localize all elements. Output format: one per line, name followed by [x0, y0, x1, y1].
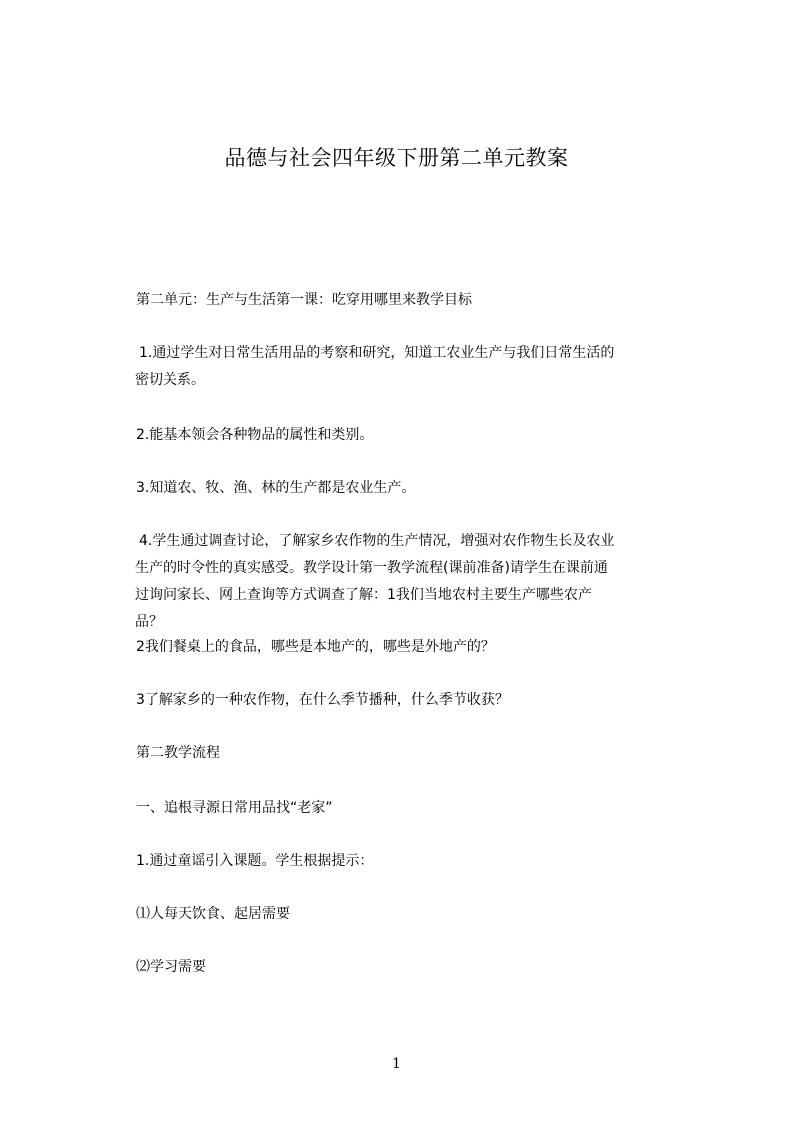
document-title: 品德与社会四年级下册第二单元教案 — [224, 146, 569, 170]
flow-heading: 第二教学流程 — [136, 745, 220, 761]
list-item: ⑴人每天饮食、起居需要 — [136, 906, 290, 922]
goal-paragraph-4: 4.学生通过调查讨论，了解家乡农作物的生产情况，增强对农作物生长及农业生产的时令性的真实感受。教学设计第一教学流程(课前准备)请学生在课前通过询问家长、网上查询等方式调查了解：1我们当地农村主要生产哪些农产品？ — [135, 533, 615, 630]
question-3: 3了解家乡的一种农作物，在什么季节播种，什么季节收获？ — [136, 692, 509, 708]
goal-paragraph-3: 3.知道农、牧、渔、林的生产都是农业生产。 — [136, 480, 416, 496]
page-number: 1 — [392, 1056, 401, 1072]
section-heading-1: 一、追根寻源日常用品找“老家” — [136, 800, 333, 816]
unit-heading: 第二单元：生产与生活第一课：吃穿用哪里来教学目标 — [136, 292, 472, 308]
list-item: ⑵学习需要 — [136, 959, 206, 975]
goal-paragraph-1: 1.通过学生对日常生活用品的考察和研究，知道工农业生产与我们日常生活的密切关系。 — [135, 345, 615, 388]
step-1: 1.通过童谣引入课题。学生根据提示： — [136, 853, 374, 869]
goal-paragraph-2: 2.能基本领会各种物品的属性和类别。 — [136, 427, 374, 443]
question-2: 2我们餐桌上的食品，哪些是本地产的，哪些是外地产的？ — [136, 639, 495, 655]
